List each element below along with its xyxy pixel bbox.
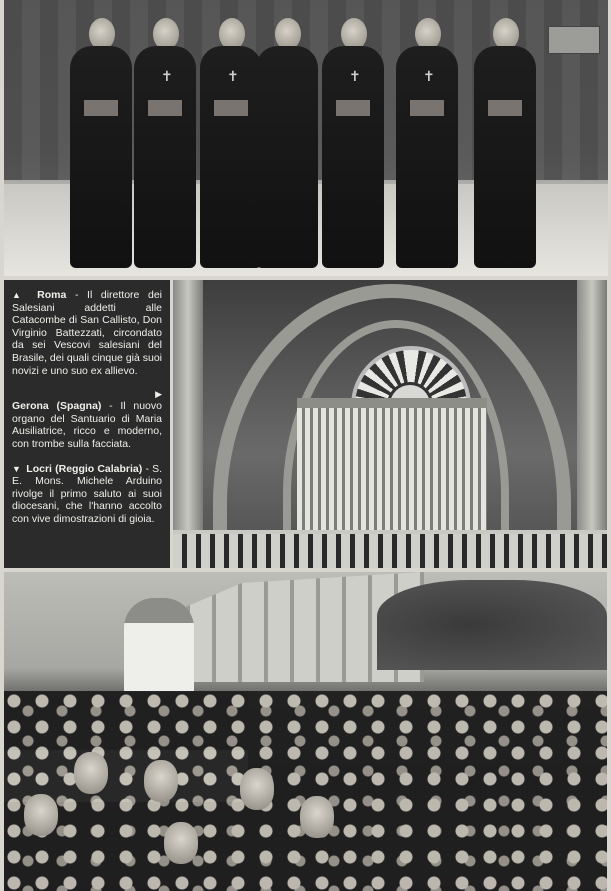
- person-face: [164, 822, 198, 864]
- caption-box: [4, 280, 170, 568]
- organ-pipes: [297, 408, 487, 530]
- caption-text: - Il nuovo organo del Santuario di Maria Ausiliatrice, ricco e moderno, con trombe sulla facciata.: [12, 400, 162, 450]
- bishop-figure: ✝: [322, 18, 384, 268]
- caption-place: Roma: [37, 289, 67, 301]
- bishop-figure: ✝: [134, 18, 196, 268]
- photo-church-organ: [173, 280, 607, 568]
- person-face: [300, 796, 334, 838]
- person-face: [144, 760, 178, 802]
- bishop-speaking: [124, 598, 194, 694]
- bishop-figure: ✝: [200, 18, 262, 268]
- arrow-up-icon: ▲: [12, 290, 27, 300]
- caption-text: - S. E. Mons. Michele Arduino rivolge il primo saluto ai suoi diocesani, che l'hanno accolto con vive dimostrazioni di gioia.: [12, 462, 163, 525]
- person-face: [240, 768, 274, 810]
- caption-place: Locri (Reggio Calabria): [26, 462, 143, 475]
- bishop-figure: [474, 18, 536, 268]
- caption-locri: [12, 463, 162, 526]
- caption-text: - Il direttore dei Salesiani addetti alle Catacombe di San Callisto, Don Virginio Battezzati, circondato da sei Vescovi salesiani del Brasile, dei quali cinque già suoi novizi e uno suo ex allievo.: [12, 289, 163, 377]
- caption-gerona: [12, 400, 162, 450]
- trees: [377, 580, 607, 670]
- choir-balustrade: [173, 530, 607, 568]
- bishop-figure: ✝: [396, 18, 458, 268]
- caption-roma: [12, 289, 162, 377]
- wall-plaque: [548, 26, 600, 54]
- priest-figure: [256, 18, 318, 268]
- photo-bishops-group: [4, 0, 608, 276]
- church-pillar: [173, 280, 203, 568]
- person-face: [24, 794, 58, 836]
- photo-crowd-welcome: [4, 572, 607, 891]
- caption-place: Gerona (Spagna): [12, 400, 102, 413]
- person-face: [74, 752, 108, 794]
- arrow-right-icon: ▶: [155, 389, 162, 400]
- church-pillar: [577, 280, 607, 568]
- arrow-down-icon: ▼: [12, 463, 22, 474]
- bishop-figure: [70, 18, 132, 268]
